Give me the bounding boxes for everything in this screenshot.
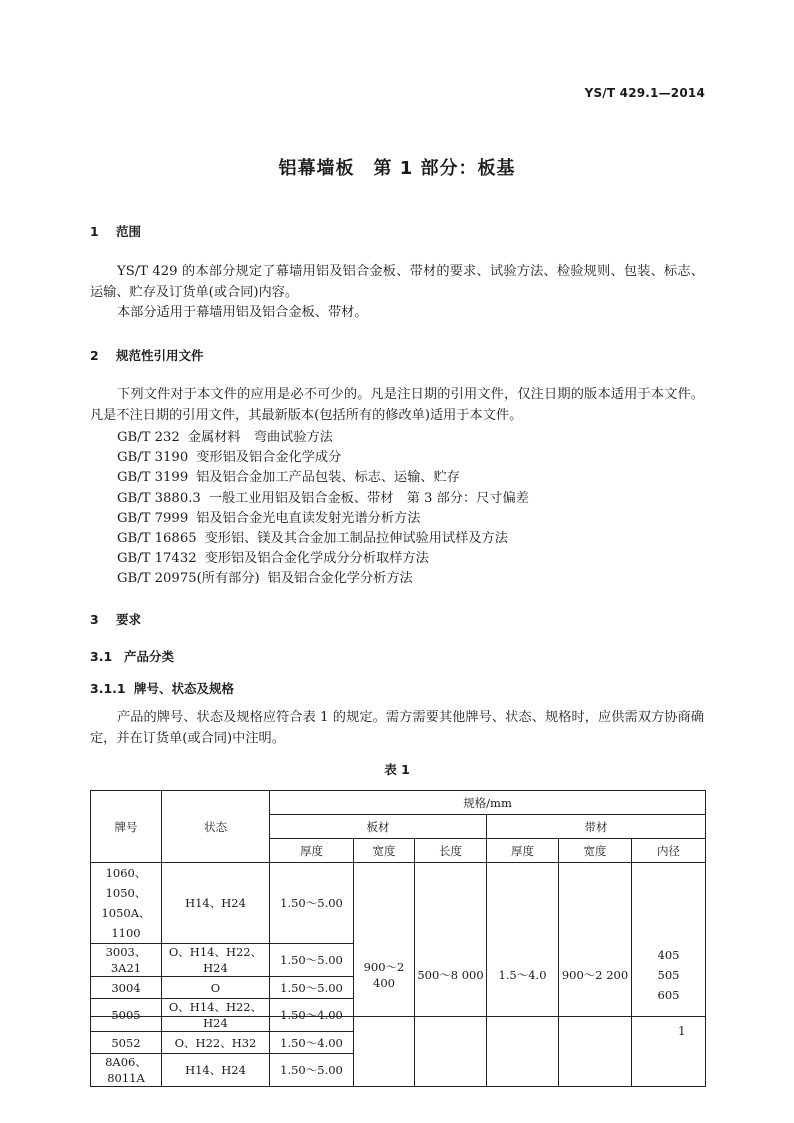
section-2-heading	[90, 346, 204, 364]
cell-thickness: 1.50～5.00	[270, 863, 354, 944]
reference-code: GB/T 17432	[117, 551, 197, 566]
reference-title: 一般工业用铝及铝合金板、带材 第 3 部分：尺寸偏差	[208, 491, 529, 506]
header-length: 长度	[415, 839, 487, 863]
reference-code: GB/T 20975(所有部分)	[117, 571, 260, 586]
cell-plate-length: 500～8 000	[415, 863, 487, 1087]
header-width: 宽度	[354, 839, 415, 863]
cell-thickness: 1.50～4.00	[270, 1032, 354, 1054]
reference-title: 铝及铝合金光电直读发射光谱分析方法	[196, 511, 421, 526]
document-title: 铝幕墙板 第 1 部分：板基	[278, 158, 516, 179]
reference-item	[117, 466, 460, 485]
header-spec: 规格/mm	[270, 791, 706, 815]
cell-grade: 3004	[91, 977, 162, 999]
header-thickness: 厚度	[270, 839, 354, 863]
section-title: 范围	[116, 224, 142, 239]
reference-code: GB/T 3199	[117, 470, 189, 485]
section-1-paragraph-1: YS/T 429 的本部分规定了幕墙用铝及铝合金板、带材的要求、试验方法、检验规则、包装、标志、运输、贮存及订货单(或合同)内容。	[90, 264, 704, 300]
cell-temper: O、H14、H22、H24	[162, 944, 270, 977]
section-3-1-heading	[90, 647, 174, 665]
header-strip-thickness: 厚度	[487, 839, 559, 863]
cell-thickness: 1.50～5.00	[270, 1054, 354, 1087]
cell-temper: O	[162, 977, 270, 999]
cell-grade: 5052	[91, 1032, 162, 1054]
reference-item	[117, 547, 429, 566]
reference-item	[117, 567, 413, 586]
reference-item	[117, 527, 508, 546]
cell-strip-thickness: 1.5～4.0	[487, 863, 559, 1087]
cell-temper: H14、H24	[162, 863, 270, 944]
reference-code: GB/T 7999	[117, 511, 189, 526]
cell-temper: O、H22、H32	[162, 1032, 270, 1054]
standard-code: YS/T 429.1—2014	[584, 86, 705, 100]
reference-title: 变形铝及铝合金化学成分	[196, 450, 342, 465]
reference-title: 变形铝及铝合金化学成分分析取样方法	[204, 551, 429, 566]
cell-temper: O、H14、H22、H24	[162, 999, 270, 1032]
footer-rule	[90, 1016, 705, 1017]
section-3-heading	[90, 610, 141, 628]
cell-thickness: 1.50～5.00	[270, 944, 354, 977]
reference-code: GB/T 232	[117, 430, 180, 445]
cell-grade: 5005	[91, 999, 162, 1032]
cell-grade	[91, 863, 162, 944]
cell-thickness: 1.50～5.00	[270, 977, 354, 999]
section-number: 3	[90, 612, 99, 627]
page-number: 1	[678, 1024, 686, 1038]
reference-code: GB/T 3190	[117, 450, 189, 465]
header-plate: 板材	[270, 815, 487, 839]
cell-thickness: 1.50～4.00	[270, 999, 354, 1032]
section-2-paragraph-1: 下列文件对于本文件的应用是必不可少的。凡是注日期的引用文件，仅注日期的版本适用于本文件。凡是不注日期的引用文件，其最新版本(包括所有的修改单)适用于本文件。	[90, 387, 704, 423]
section-title: 要求	[116, 612, 142, 627]
header-grade: 牌号	[91, 791, 162, 863]
grade-line: 1050A、1100	[101, 906, 151, 940]
reference-title: 铝及铝合金化学分析方法	[267, 571, 413, 586]
reference-title: 变形铝、镁及其合金加工制品拉伸试验用试样及方法	[204, 531, 508, 546]
cell-temper: H14、H24	[162, 1054, 270, 1087]
cell-plate-width: 900～2 400	[354, 863, 415, 1087]
reference-code: GB/T 3880.3	[117, 491, 201, 506]
table-row	[91, 863, 706, 944]
header-strip-width: 宽度	[559, 839, 632, 863]
section-number: 2	[90, 348, 99, 363]
section-number: 3.1	[90, 649, 113, 664]
section-title: 规范性引用文件	[116, 348, 204, 363]
cell-grade: 3003、3A21	[91, 944, 162, 977]
section-3-1-1-heading	[90, 679, 234, 697]
reference-item	[117, 487, 529, 506]
header-temper: 状态	[162, 791, 270, 863]
cell-grade: 8A06、8011A	[91, 1054, 162, 1087]
spec-table	[90, 790, 706, 1087]
reference-item	[117, 446, 341, 465]
inner-diameter-value: 405	[657, 947, 680, 962]
table-caption: 表 1	[384, 762, 410, 777]
reference-title: 金属材料 弯曲试验方法	[187, 430, 333, 445]
section-3-1-1-paragraph: 产品的牌号、状态及规格应符合表 1 的规定。需方需要其他牌号、状态、规格时，应供需双方协商确定，并在订货单(或合同)中注明。	[90, 710, 704, 746]
header-strip: 带材	[487, 815, 706, 839]
section-title: 牌号、状态及规格	[134, 681, 235, 696]
cell-strip-width: 900～2 200	[559, 863, 632, 1087]
inner-diameter-value: 505	[657, 967, 680, 982]
cell-inner-diameter	[632, 863, 706, 1087]
section-1-paragraph-2: 本部分适用于幕墙用铝及铝合金板、带材。	[117, 305, 368, 320]
table-header-row	[91, 791, 706, 815]
grade-line: 1060、1050、	[105, 866, 147, 900]
inner-diameter-value: 605	[657, 987, 680, 1002]
section-title: 产品分类	[124, 649, 175, 664]
reference-code: GB/T 16865	[117, 531, 197, 546]
reference-item	[117, 507, 420, 526]
reference-item	[117, 426, 333, 445]
section-number: 3.1.1	[90, 681, 126, 696]
reference-title: 铝及铝合金加工产品包装、标志、运输、贮存	[196, 470, 460, 485]
section-1-heading	[90, 222, 141, 240]
section-number: 1	[90, 224, 99, 239]
header-inner-diameter: 内径	[632, 839, 706, 863]
